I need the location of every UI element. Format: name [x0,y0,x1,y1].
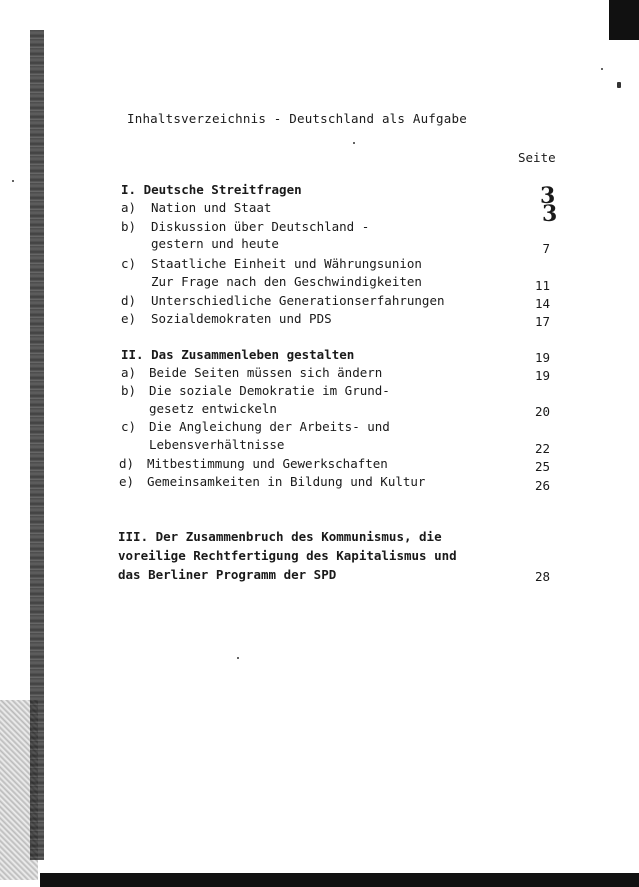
entry-text-continued: gestern und heute [151,236,279,251]
entry-label: e) [119,474,135,489]
section-heading-3-line-2: voreilige Rechtfertigung des Kapitalismus und [118,548,457,563]
entry-label: e) [121,311,137,326]
entry-text: Gemeinsamkeiten in Bildung und Kultur [147,474,426,489]
entry-text: Die soziale Demokratie im Grund- [149,383,390,398]
section-heading-3-line-3: das Berliner Programm der SPD [118,567,337,582]
scan-speck [601,68,603,70]
entry-page: 25 [534,459,550,474]
scan-speck [617,82,621,88]
entry-text-continued: Zur Frage nach den Geschwindigkeiten [151,274,422,289]
entry-text: Diskussion über Deutschland - [151,219,370,234]
entry-page: 20 [534,404,550,419]
entry-label: c) [121,256,137,271]
entry-text: Sozialdemokraten und PDS [151,311,332,326]
section-heading-3: III. Der Zusammenbruch des Kommunismus, die [118,529,442,544]
entry-label: a) [121,200,137,215]
entry-label: d) [119,456,135,471]
scan-corner [609,0,639,40]
handwritten-page-number: 3 [540,183,556,209]
scan-speck [353,142,355,144]
scan-noise [0,700,38,880]
entry-page: 26 [534,478,550,493]
entry-text: Unterschiedliche Generationserfahrungen [151,293,445,308]
entry-page: 22 [534,441,550,456]
entry-page: 7 [542,241,550,256]
entry-page: 14 [534,296,550,311]
entry-label: b) [121,383,137,398]
entry-page: 19 [534,368,550,383]
entry-text-continued: gesetz entwickeln [149,401,277,416]
entry-label: c) [121,419,137,434]
entry-label: d) [121,293,137,308]
entry-page: 11 [534,278,550,293]
page-title: Inhaltsverzeichnis - Deutschland als Aufgabe [127,111,467,126]
entry-text: Nation und Staat [151,200,272,215]
scan-speck [237,657,239,659]
entry-text: Staatliche Einheit und Währungsunion [151,256,422,271]
entry-label: a) [121,365,137,380]
scan-speck [12,180,14,182]
section-page: 28 [534,569,550,584]
entry-text: Mitbestimmung und Gewerkschaften [147,456,388,471]
page-column-header: Seite [518,150,556,165]
scan-edge-bottom [40,873,639,887]
entry-text-continued: Lebensverhältnisse [149,437,285,452]
section-heading-2: II. Das Zusammenleben gestalten [121,347,355,362]
section-heading-1: I. Deutsche Streitfragen [121,182,302,197]
entry-text: Die Angleichung der Arbeits- und [149,419,390,434]
section-page: 19 [534,350,550,365]
entry-text: Beide Seiten müssen sich ändern [149,365,383,380]
entry-page: 17 [534,314,550,329]
handwritten-page-number: 3 [542,201,558,227]
entry-label: b) [121,219,137,234]
